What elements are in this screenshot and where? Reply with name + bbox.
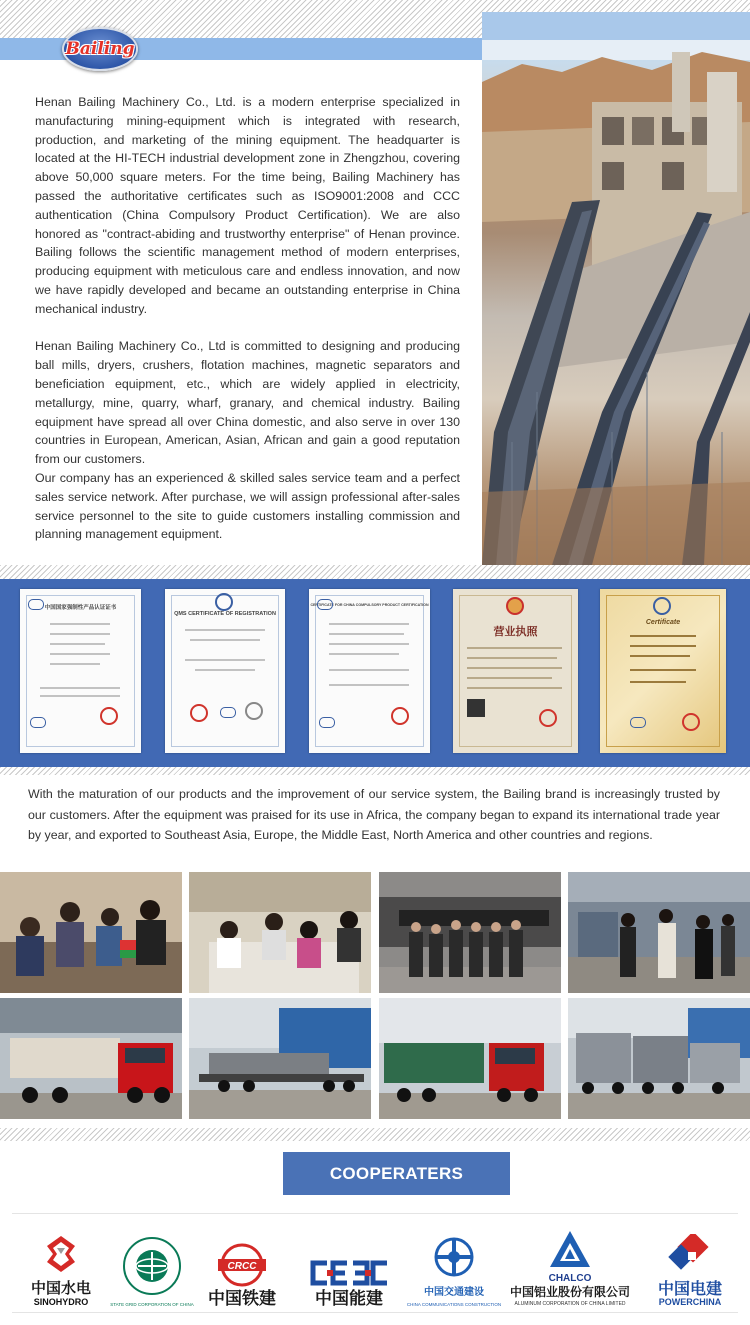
intro-paragraph-3: Our company has an experienced & skilled sales service team and a perfect sales service network. After purchase, we will assign professional after-sales service personnel to the site to guide customers installing commission and planning management equipment. xyxy=(35,470,460,542)
bailing-logo[interactable] xyxy=(62,27,138,71)
ccc-logo-icon xyxy=(317,599,333,610)
intro-paragraph-2: Henan Bailing Machinery Co., Ltd is committed to designing and producing ball mills, dryers, crushers, flotation machines, magnetic separators and beneficiation equipment, etc., which are widely applied in electricity, metallurgy, mine, quarry, wharf, granary, and chemical industry. Bailing equipment have spread all over China domestic, and also serve in over 130 countries in European, American, Asian, African and gain a good reputation from our customers. xyxy=(35,339,460,467)
red-seal-icon xyxy=(391,707,409,725)
red-seal-icon xyxy=(100,707,118,725)
cert-band-stripe-top xyxy=(0,565,750,579)
partner-logo-powerchina[interactable] xyxy=(648,1220,732,1308)
chalco-icon xyxy=(548,1229,592,1269)
globe-logo-icon xyxy=(653,597,671,615)
photo-customer-meeting-1[interactable] xyxy=(0,872,182,993)
certificate-frame xyxy=(459,595,572,747)
certificate-title: QMS CERTIFICATE OF REGISTRATION xyxy=(174,611,276,617)
certificate-title: Certificate xyxy=(645,619,681,626)
intro-paragraph-1: Henan Bailing Machinery Co., Ltd. is a modern enterprise specialized in manufacturing mining-equipment which is integrated with research, production, and marketing of the mining equipment. The headquarter is located at the HI-TECH industrial development zone in Zhengzhou, covering above 50,000 square meters. For the time being, Bailing Machinery has passed the authoritative certificates such as ISO9001:2008 and CCC authentication (China Compulsory Product Certification). We are also honored as "contract-abiding and trustworthy enterprise" of Henan province. Bailing follows the scientific management method of modern enterprises, producing equipment with meticulous care and endless innovation, and now we have rapidly developed and became an outstanding enterprise in China mechanical industry. xyxy=(35,95,460,316)
partner-name-en: CHINA COMMUNICATIONS CONSTRUCTION xyxy=(406,1302,502,1307)
photo-shipment-truck-red[interactable] xyxy=(0,998,182,1119)
cooperaters-heading: COOPERATERS xyxy=(283,1152,510,1195)
partner-name-cn: 中国铁建 xyxy=(208,1289,276,1309)
conveyor-plant-photo xyxy=(482,12,750,565)
certificate-qms-registration[interactable] xyxy=(165,589,285,753)
powerchina-icon xyxy=(668,1234,712,1276)
state-grid-icon xyxy=(121,1235,183,1297)
cccc-icon xyxy=(430,1234,478,1280)
partner-logo-ceec[interactable] xyxy=(300,1220,398,1308)
partner-name-cn: 中国交通建设 xyxy=(424,1287,484,1298)
national-emblem-icon xyxy=(506,597,524,615)
logo-text: Bailing xyxy=(65,39,135,59)
certificate-title: 中国国家强制性产品认证证书 xyxy=(44,605,117,611)
partner-logo-crcc[interactable] xyxy=(196,1220,288,1308)
photo-company-visit[interactable] xyxy=(379,872,561,993)
certificate-frame xyxy=(171,595,279,747)
iaf-logo-icon xyxy=(630,717,646,728)
cert-band-stripe-bottom xyxy=(0,767,750,775)
certificate-iso9001[interactable] xyxy=(600,589,726,753)
partner-name-en: POWERCHINA xyxy=(658,1297,722,1307)
certificate-title: CERTIFICATE FOR CHINA COMPULSORY PRODUCT CERTIFICATION xyxy=(310,603,429,607)
partner-name-sub: ALUMINUM CORPORATION OF CHINA LIMITED xyxy=(514,1301,626,1307)
sinohydro-icon xyxy=(39,1232,83,1276)
globe-logo-icon xyxy=(215,593,233,611)
partner-logos-row xyxy=(12,1213,738,1313)
photo-shipment-containers-grey[interactable] xyxy=(568,998,750,1119)
ceec-icon xyxy=(309,1259,389,1287)
partner-logo-chalco[interactable] xyxy=(502,1220,638,1308)
certificate-ccc-chinese[interactable] xyxy=(20,589,141,753)
photo-shipment-container-green[interactable] xyxy=(379,998,561,1119)
csi-seal-icon xyxy=(190,704,208,722)
certificate-business-license[interactable] xyxy=(453,589,578,753)
photo-customer-meeting-2[interactable] xyxy=(189,872,371,993)
certificate-title: 营业执照 xyxy=(493,626,538,638)
certificate-frame xyxy=(606,595,720,747)
red-seal-icon xyxy=(539,709,557,727)
qr-code-icon xyxy=(467,699,485,717)
gallery-stripe-pattern xyxy=(0,1128,750,1141)
company-intro xyxy=(35,93,460,544)
crcc-icon xyxy=(212,1243,272,1287)
accreditation-seal-icon xyxy=(245,702,263,720)
certificate-ccc-english[interactable] xyxy=(309,589,430,753)
photo-factory-tour[interactable] xyxy=(568,872,750,993)
photo-shipment-equipment[interactable] xyxy=(189,998,371,1119)
iaf-logo-icon xyxy=(220,707,236,718)
ccc-logo-icon xyxy=(28,599,44,610)
cqc-logo-icon xyxy=(319,717,335,728)
cqc-logo-icon xyxy=(30,717,46,728)
partner-name-cn: 中国能建 xyxy=(315,1289,383,1309)
partner-name-cn: 中国水电 xyxy=(30,1279,91,1297)
partner-name-en: CHALCO xyxy=(548,1273,592,1284)
brand-paragraph: With the maturation of our products and the improvement of our service system, the Bailing brand is increasingly trusted by our customers. After the equipment was praised for its use in Africa, the company began to expand its international trade year by year, and exported to Southeast Asia, Europe, the Middle East, North America and other countries and regions. xyxy=(28,787,720,842)
partner-name-en: STATE GRID CORPORATION OF CHINA xyxy=(110,1302,194,1307)
partner-logo-state-grid[interactable] xyxy=(112,1220,192,1308)
red-seal-icon xyxy=(682,713,700,731)
partner-name-en: SINOHYDRO xyxy=(33,1297,89,1307)
crcc-logo-letters: CRCC xyxy=(227,1261,257,1272)
partner-name-cn: 中国电建 xyxy=(657,1279,722,1298)
certificate-band xyxy=(0,579,750,767)
partner-name-cn: 中国铝业股份有限公司 xyxy=(509,1285,630,1299)
partner-logo-sinohydro[interactable] xyxy=(18,1220,104,1308)
partner-logo-cccc[interactable] xyxy=(408,1220,500,1308)
